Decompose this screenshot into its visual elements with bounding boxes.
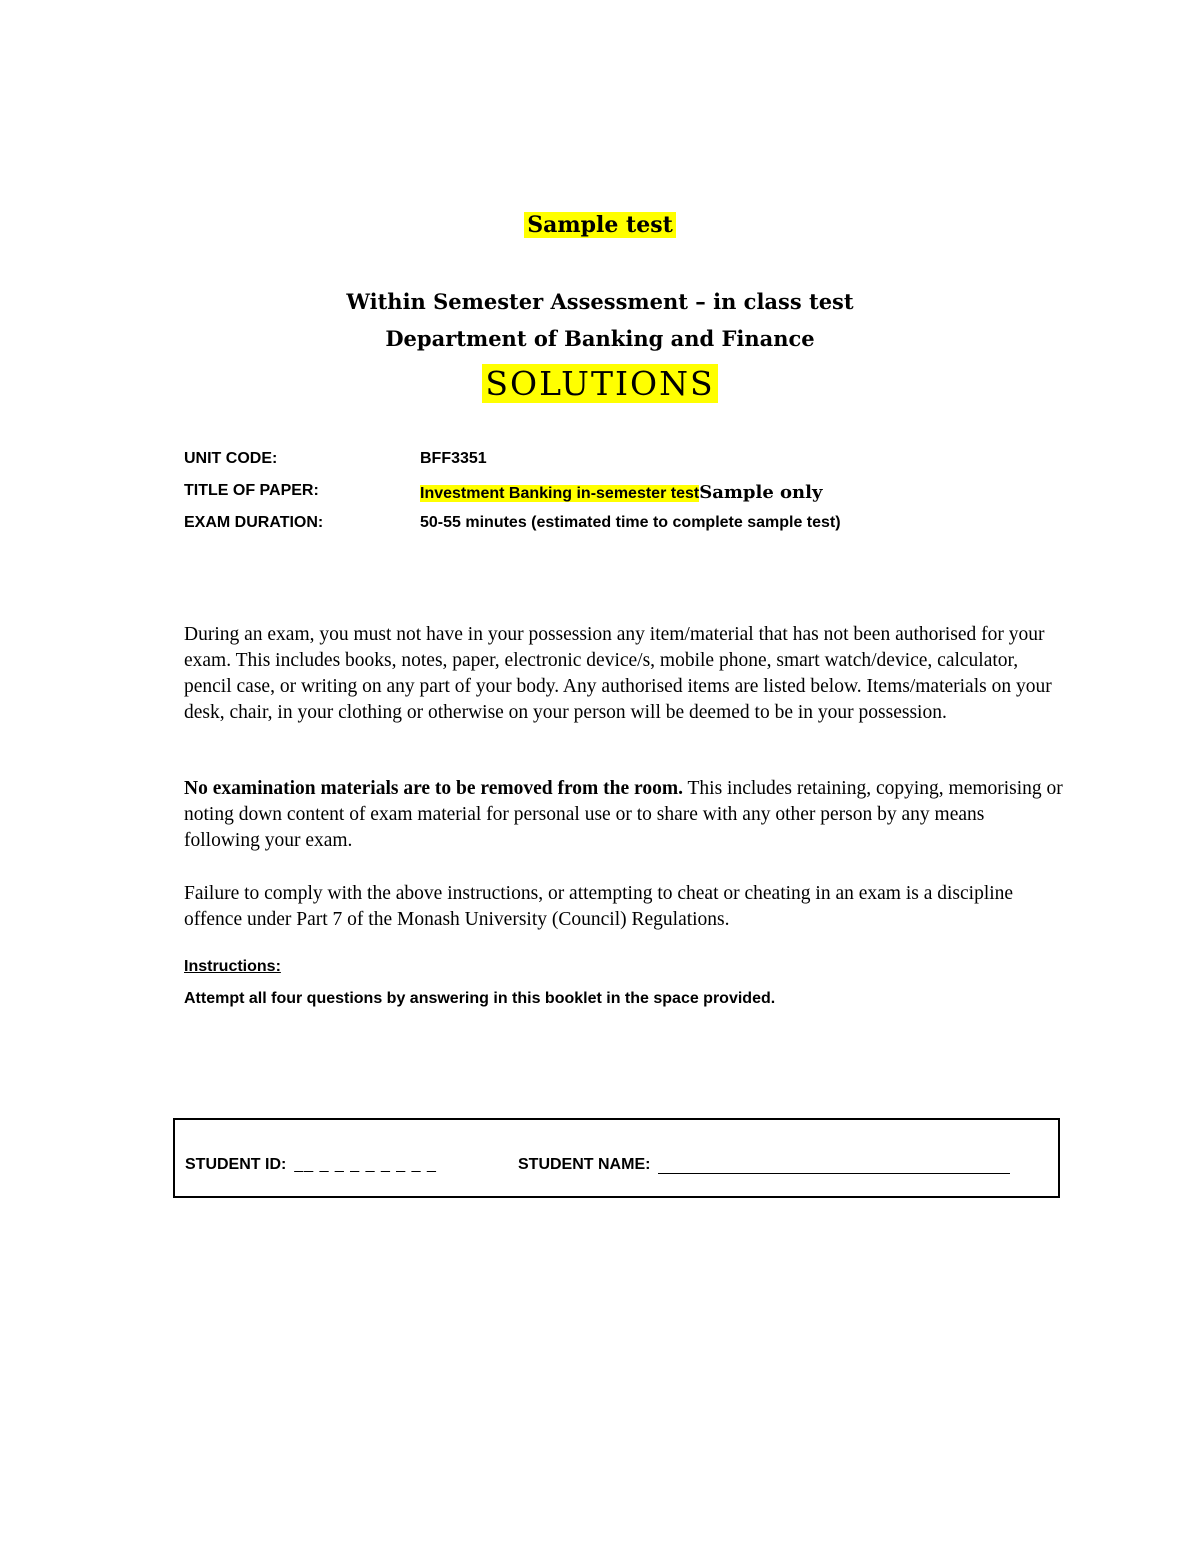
sample-test-heading xyxy=(0,212,1200,238)
assessment-title: Within Semester Assessment – in class test xyxy=(346,289,854,314)
solutions-text: SOLUTIONS xyxy=(482,364,717,403)
department-title: Department of Banking and Finance xyxy=(385,326,815,351)
student-details-box xyxy=(173,1118,1060,1198)
student-id-label: STUDENT ID: xyxy=(185,1156,287,1173)
discipline-paragraph: Failure to comply with the above instructions, or attempting to cheat or cheating in an exam is a discipline offence under Part 7 of the Monash University (Council) Regulations. xyxy=(184,883,1014,930)
exam-duration-value: 50-55 minutes (estimated time to complete sample test) xyxy=(420,514,841,531)
sample-test-text: Sample test xyxy=(524,212,676,238)
instructions-text: Attempt all four questions by answering in this booklet in the space provided. xyxy=(184,990,776,1007)
student-id-field[interactable] xyxy=(185,1156,437,1174)
title-of-paper-value: Investment Banking in-semester test xyxy=(420,485,700,502)
student-name-blank[interactable] xyxy=(658,1159,1010,1174)
instructions-heading: Instructions: xyxy=(184,958,281,975)
student-name-label: STUDENT NAME: xyxy=(518,1156,651,1173)
title-of-paper-value-group xyxy=(420,482,822,503)
unit-code-label: UNIT CODE: xyxy=(184,450,278,467)
title-of-paper-label: TITLE OF PAPER: xyxy=(184,482,319,499)
materials-removal-bold: No examination materials are to be removed from the room. xyxy=(184,778,683,799)
unit-code-value: BFF3351 xyxy=(420,450,487,467)
materials-removal-rest: This includes retaining, copying, memorising or noting down content of exam material for personal use or to share with any other person by any means following your exam. xyxy=(184,778,1063,851)
student-id-blank[interactable]: __ _ _ _ _ _ _ _ _ xyxy=(294,1156,437,1173)
materials-removal-paragraph xyxy=(184,776,1064,854)
possession-rules-paragraph: During an exam, you must not have in your possession any item/material that has not been authorised for your exam. This includes books, notes, paper, electronic device/s, mobile phone, smart watch/device, calculator, pencil case, or writing on any part of your body. Any authorised items are listed below. Items/materials on your desk, chair, in your clothing or otherwise on your person will be deemed to be in your possession. xyxy=(184,624,1052,723)
title-of-paper-extra: Sample only xyxy=(699,482,823,503)
exam-duration-label: EXAM DURATION: xyxy=(184,514,324,531)
solutions-heading xyxy=(0,364,1200,403)
student-name-field[interactable] xyxy=(518,1156,1010,1174)
